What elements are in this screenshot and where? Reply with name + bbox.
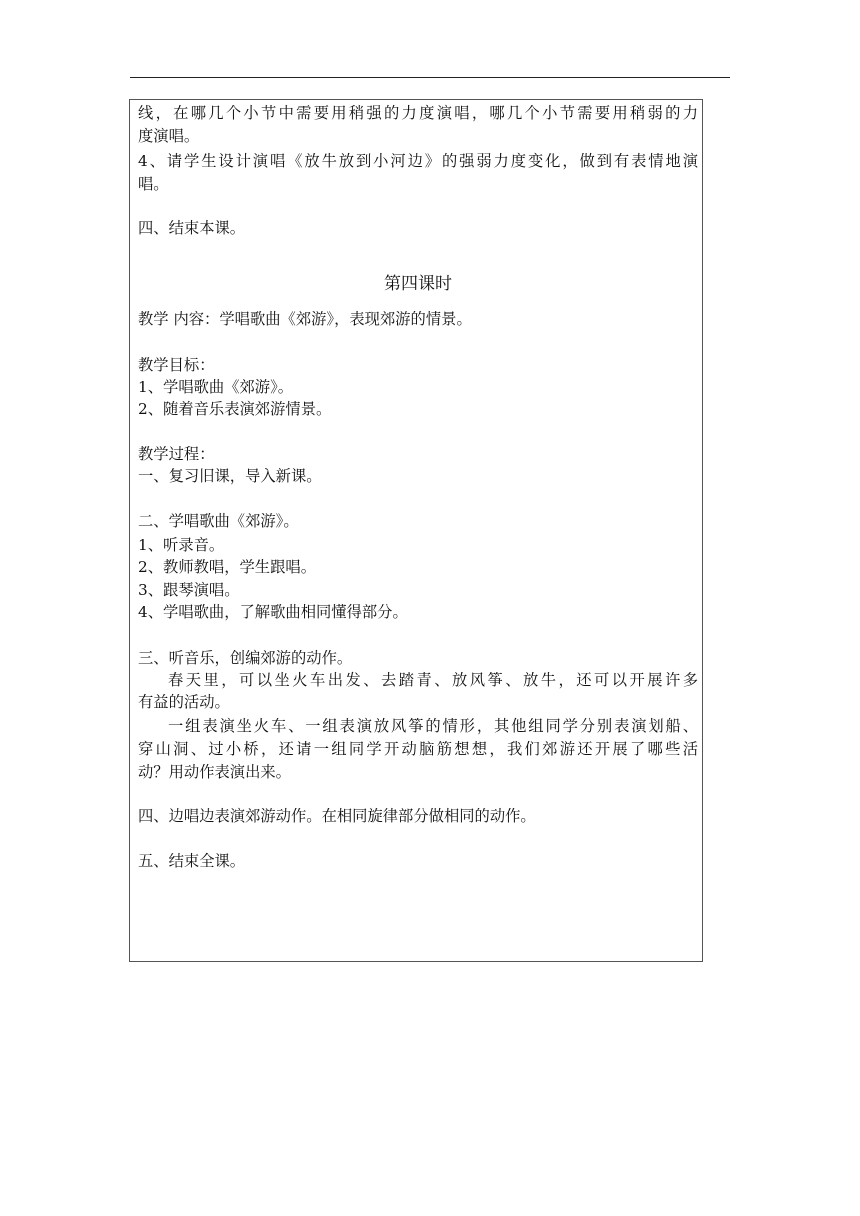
text-line: 五、结束全课。 xyxy=(138,852,246,870)
section-title: 第四课时 xyxy=(384,274,452,294)
text-line: 1、听录音。 xyxy=(138,536,225,554)
text-line: 唱。 xyxy=(138,175,169,193)
text-line: 1、学唱歌曲《郊游》。 xyxy=(138,378,294,396)
text-line: 2、随着音乐表演郊游情景。 xyxy=(138,400,332,418)
text-line: 4、学唱歌曲，了解歌曲相同懂得部分。 xyxy=(138,603,408,621)
text-line: 三、听音乐，创编郊游的动作。 xyxy=(138,649,353,667)
text-line: 动？用动作表演出来。 xyxy=(138,763,291,781)
text-line: 教学目标： xyxy=(138,356,215,374)
text-line: 一、复习旧课，导入新课。 xyxy=(138,467,322,485)
text-line: 4、请学生设计演唱《放牛放到小河边》的强弱力度变化，做到有表情地演 xyxy=(138,152,698,170)
header-rule xyxy=(130,77,730,78)
text-line: 有益的活动。 xyxy=(138,693,230,711)
text-line: 教学过程： xyxy=(138,445,215,463)
text-line: 穿山洞、过小桥，还请一组同学开动脑筋想想，我们郊游还开展了哪些活 xyxy=(138,740,698,758)
text-line: 度演唱。 xyxy=(138,127,200,145)
text-line: 四、边唱边表演郊游动作。在相同旋律部分做相同的动作。 xyxy=(138,807,536,825)
text-line: 2、教师教唱，学生跟唱。 xyxy=(138,558,316,576)
text-line: 一组表演坐火车、一组表演放风筝的情形，其他组同学分别表演划船、 xyxy=(168,717,698,735)
text-line: 教学 内容：学唱歌曲《郊游》，表现郊游的情景。 xyxy=(138,310,472,328)
text-line: 线，在哪几个小节中需要用稍强的力度演唱，哪几个小节需要用稍弱的力 xyxy=(138,104,698,122)
text-line: 春天里，可以坐火车出发、去踏青、放风筝、放牛，还可以开展许多 xyxy=(168,671,698,689)
text-line: 3、跟琴演唱。 xyxy=(138,581,240,599)
text-line: 四、结束本课。 xyxy=(138,219,246,237)
text-line: 二、学唱歌曲《郊游》。 xyxy=(138,512,299,530)
